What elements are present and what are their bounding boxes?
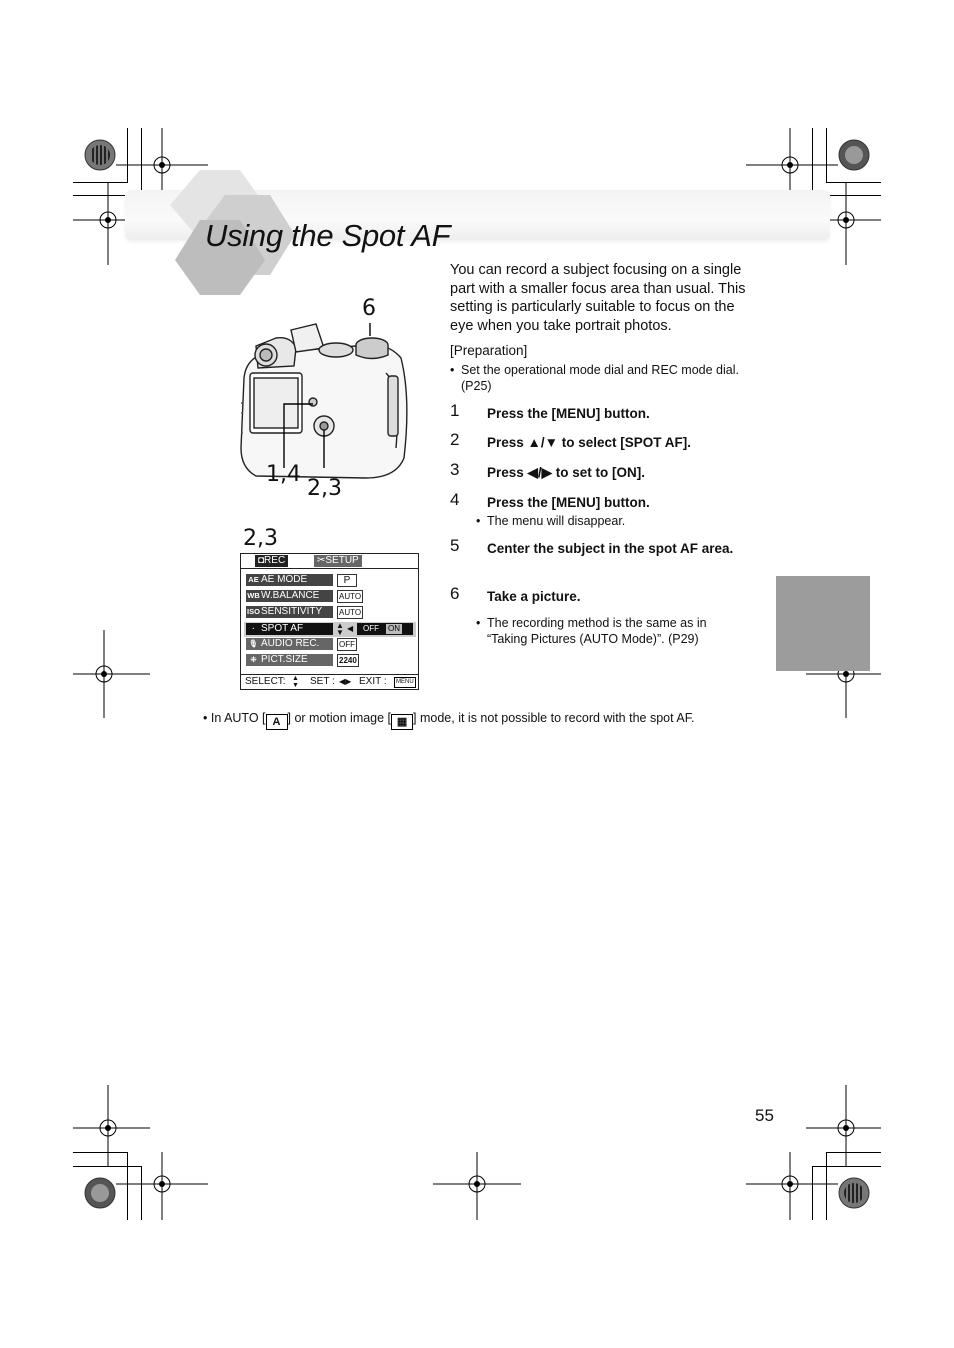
intro-paragraph: You can record a subject focusing on a single part with a smaller focus area than usual. This setting is particularly suitable to focus on the eye when you take portrait photos. [450, 262, 746, 334]
left-right-arrow-icon: ◀▶ [339, 677, 352, 686]
left-arrow-icon: ◀ [347, 624, 354, 633]
up-down-arrow-icon: ▲ ▼ [336, 621, 344, 637]
section-tab [776, 576, 870, 671]
motion-image-icon: ▦ [391, 714, 413, 730]
tab-rec: ◘REC [255, 555, 288, 567]
callout-menu: 2,3 [243, 526, 278, 551]
menu-row-pict-size: ⁜ PICT.SIZE 2240 [246, 654, 416, 667]
menu-tabs [241, 554, 418, 569]
camera-icon: ◘ [258, 555, 265, 566]
menu-row-white-balance: WBW.BALANCE AUTO [247, 590, 362, 601]
preparation-bullet: • Set the operational mode dial and REC mode dial. (P25) [450, 363, 739, 393]
step-6-note: • The recording method is the same as in “Taking Pictures (AUTO Mode)”. (P29) [476, 616, 707, 646]
callout-right: 2,3 [307, 476, 342, 501]
tools-icon: ✂ [317, 555, 326, 566]
up-down-arrow-icon: ▲ ▼ [292, 675, 299, 689]
page-number: 55 [755, 1106, 774, 1125]
camera-illustration [236, 318, 411, 483]
auto-mode-icon: A [266, 714, 288, 730]
menu-footer: SELECT: ▲ ▼ SET : ◀▶ EXIT : MENU [241, 674, 418, 689]
bottom-note: • In AUTO [ A ] or motion image [ ▦ ] mode, it is not possible to record with the spot AF. [203, 711, 695, 728]
menu-row-spot-af: · SPOT AF ▲ ▼ ◀ OFF ON [244, 622, 416, 637]
menu-row-audio-rec: 🎙 AUDIO REC. OFF [246, 638, 416, 651]
spot-af-options: OFF ON [357, 623, 413, 635]
preparation-label: [Preparation] [450, 343, 528, 358]
step-4-note: • The menu will disappear. [476, 514, 626, 528]
rec-menu-screen [240, 553, 419, 690]
page-title: Using the Spot AF [205, 218, 451, 253]
tab-setup: ✂SETUP [314, 555, 362, 567]
callout-top: 6 [362, 296, 376, 321]
callout-left: 1,4 [266, 462, 301, 487]
menu-row-sensitivity: ISOSENSITIVITY AUTO [247, 606, 362, 617]
menu-row-ae-mode: AE AE MODE P [246, 574, 416, 587]
